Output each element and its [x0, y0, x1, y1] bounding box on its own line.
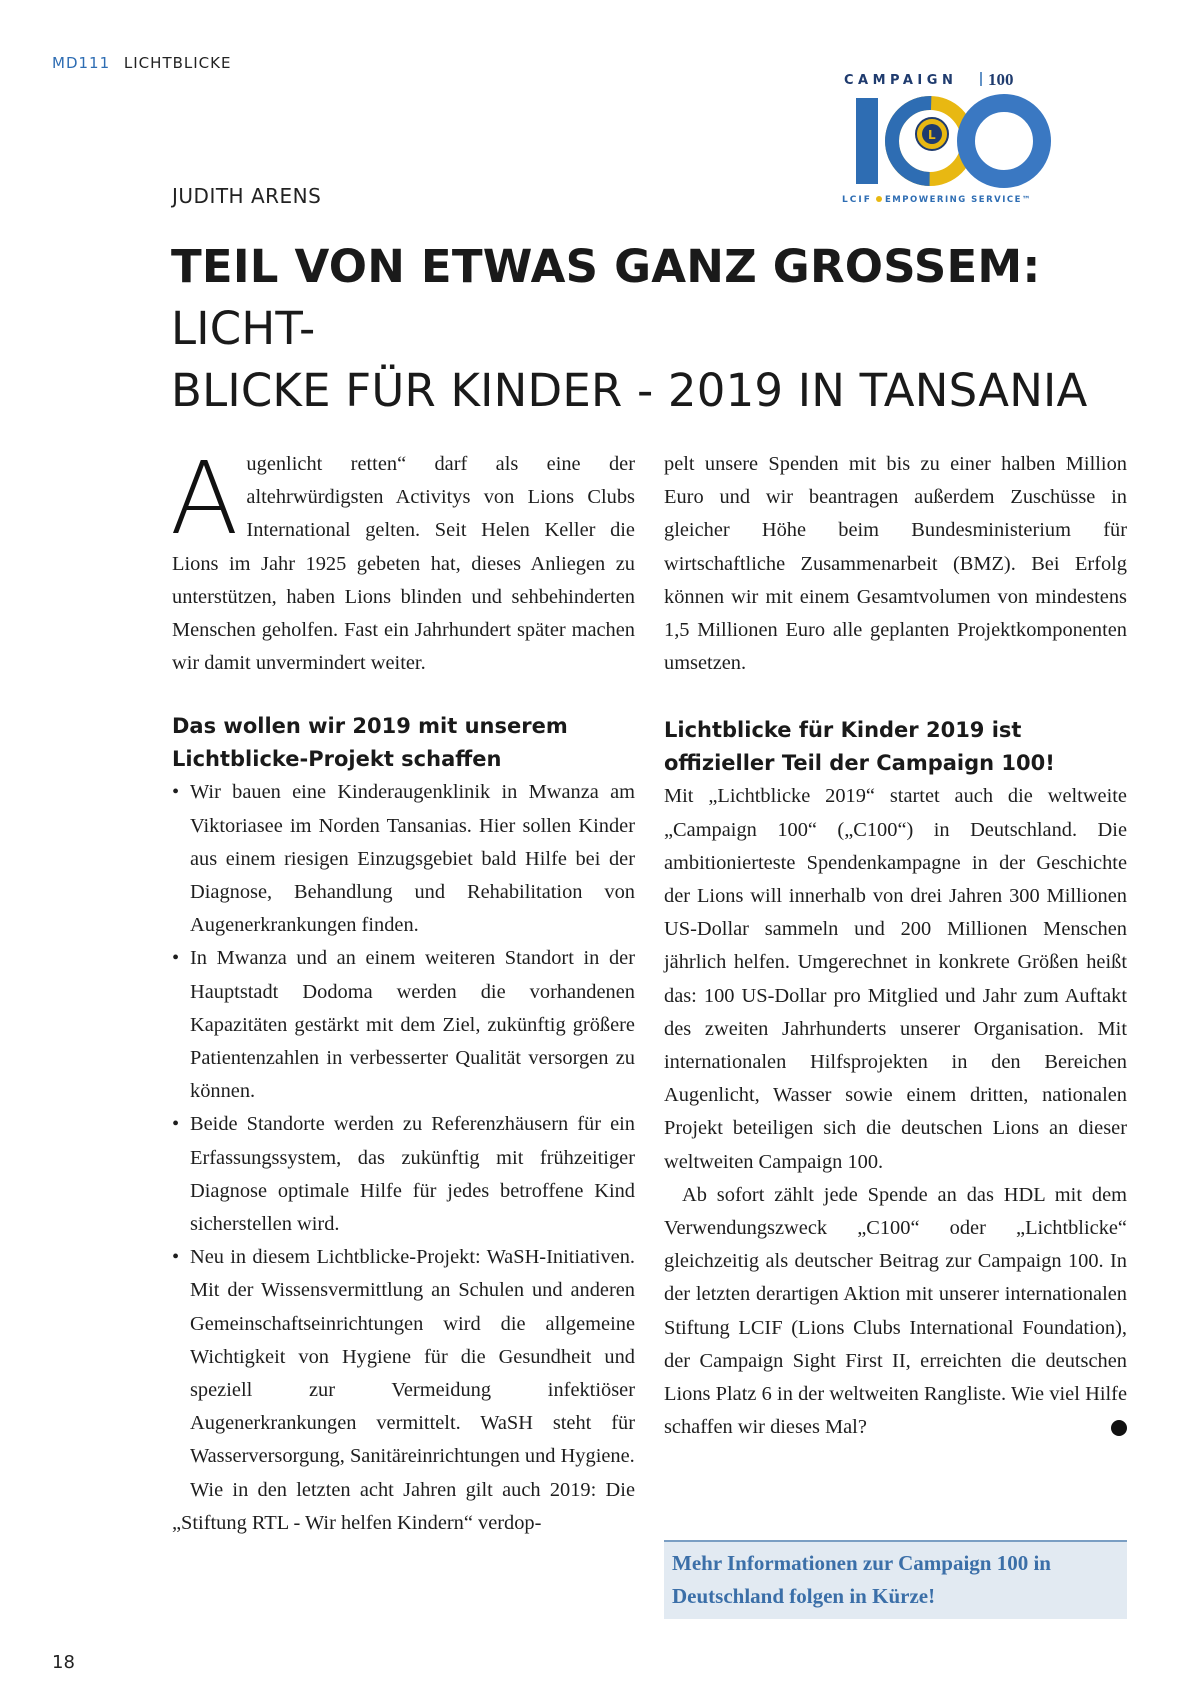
logo-empowering-text: EMPOWERING SERVICE™ — [885, 195, 1032, 205]
title-bold-part: TEIL VON ETWAS GANZ GROSSEM: — [171, 240, 1041, 293]
campaign-100-logo — [842, 70, 1052, 205]
section-label: LICHTBLICKE — [123, 54, 232, 72]
running-header — [52, 54, 231, 72]
article-title — [171, 236, 1131, 422]
title-light-part-1: LICHT- — [171, 302, 316, 355]
info-box: Mehr Informationen zur Campaign 100 in Deutschland folgen in Kürze! — [664, 1540, 1127, 1619]
right-column — [664, 448, 1136, 1444]
campaign-paragraph: Mit „Lichtblicke 2019“ startet auch die weltweite „Campaign 100“ („C100“) in Deutschland. Die ambitionierteste Spendenkampagne in der Geschichte der Lions will innerhalb von drei Jahren 300 Millionen US-Dollar sammeln und 200 Millionen Menschen jährlich helfen. Umgerechnet in konkrete Größen heißt das: 100 US-Dollar pro Mitglied und Jahr zum Auftakt des zweiten Jahrhunderts unserer Organisation. Mit internationalen Hilfsprojekten in den Bereichen Augenlicht, Wasser sowie einem dritten, nationalen Projekt beteiligen sich die deutschen Lions an dieser weltweiten Campaign 100. — [664, 785, 1127, 1173]
continuation-paragraph: pelt unsere Spenden mit bis zu einer halben Million Euro und wir beantragen außerdem Zuschüsse in gleicher Höhe beim Bundesministerium für wirtschaftliche Zusammenarbeit (BMZ). Bei Erfolg können wir mit einem Gesamtvolumen von mindestens 1,5 Millionen Euro alle geplanten Projektkomponenten umsetzen. — [664, 453, 1127, 675]
logo-campaign-text: CAMPAIGN — [844, 73, 958, 88]
donation-text: Ab sofort zählt jede Spende an das HDL mit dem Verwendungszweck „C100“ oder „Lichtblicke“ gleichzeitig als deutscher Beitrag zur Campaign 100. In der letzten derartigen Aktion mit unserer internationalen Stiftung LCIF (Lions Clubs International Foundation), der Campaign Sight First II, erreichten die deutschen Lions Platz 6 in der weltweiten Rangliste. Wie viel Hilfe schaffen wir dieses Mal? — [664, 1183, 1127, 1439]
page-number: 18 — [52, 1652, 75, 1673]
left-column — [170, 440, 635, 1540]
magazine-label: MD111 — [52, 54, 111, 72]
logo-campaign-number: 100 — [988, 70, 1014, 89]
donation-paragraph — [664, 1179, 1136, 1445]
list-item: • Neu in diesem Lichtblicke-Projekt: WaSH-Initiativen. Mit der Wissensvermittlung an Schulen und anderen Gemeinschaftseinrichtungen wird die allgemeine Wichtigkeit von Hygiene für die Gesundheit und speziell zur Vermeidung infektiöser Augenerkrankungen vermittelt. WaSH steht für Wasserversorgung, Sanitäreinrichtungen und Hygiene. — [172, 1241, 635, 1473]
author-name: JUDITH ARENS — [172, 184, 322, 208]
list-item: • Wir bauen eine Kinderaugenklinik in Mwanza am Viktoriasee im Norden Tansanias. Hier sollen Kinder aus einem riesigen Einzugsgebiet bald Hilfe bei der Diagnose, Behandlung und Rehabilitation von Augenerkrankungen finden. — [172, 776, 635, 942]
drop-cap: A — [170, 440, 239, 557]
intro-paragraph — [170, 440, 635, 680]
logo-lcif-text: LCIF — [842, 195, 872, 205]
end-mark-icon: L — [1111, 1420, 1127, 1436]
campaign-heading: Lichtblicke für Kinder 2019 ist offizieller Teil der Campaign 100! — [664, 718, 1055, 776]
title-light-part-2: BLICKE FÜR KINDER - 2019 IN TANSANIA — [171, 364, 1088, 417]
svg-text:L: L — [928, 128, 936, 142]
goals-list — [172, 776, 635, 1473]
list-item: • Beide Standorte werden zu Referenzhäusern für ein Erfassungssystem, das zukünftig mit frühzeitiger Diagnose optimale Hilfe für jedes betroffene Kind sicherstellen wird. — [172, 1108, 635, 1241]
closing-paragraph: Wie in den letzten acht Jahren gilt auch 2019: Die „Stiftung RTL - Wir helfen Kindern“ verdop- — [172, 1478, 635, 1534]
intro-text: ugenlicht retten“ darf als eine der altehrwürdigsten Activitys von Lions Clubs International gelten. Seit Helen Keller die Lions im Jahr 1925 gebeten hat, dieses Anliegen zu unterstützen, haben Lions blinden und sehbehinderten Menschen geholfen. Fast ein Jahrhundert später machen wir damit unvermindert weiter. — [172, 453, 635, 675]
list-item: • In Mwanza und an einem weiteren Standort in der Hauptstadt Dodoma werden die vorhandenen Kapazitäten gestärkt mit dem Ziel, zukünftig größere Patientenzahlen in verbesserter Qualität versorgen zu können. — [172, 942, 635, 1108]
goals-heading: Das wollen wir 2019 mit unserem Lichtblicke-Projekt schaffen — [172, 714, 568, 772]
